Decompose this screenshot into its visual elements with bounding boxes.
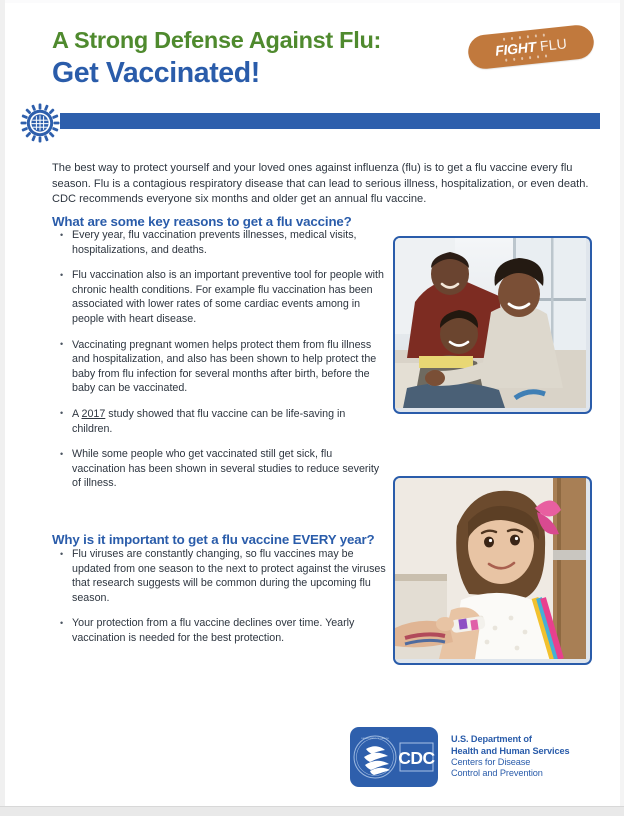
page-top-edge [0, 0, 624, 3]
bullet-text-after: study showed that flu vaccine can be life-saving in children. [72, 407, 346, 435]
bullet-text: Flu vaccination also is an important preventive tool for people with chronic health conditions. For example flu vaccination has been associated with lower rates of some cardiac events among in people with heart disease. [72, 269, 384, 325]
bullet-text: Vaccinating pregnant women helps protect them from flu illness and hospitalization, and also has been shown to help protect the baby from flu infection for several months after birth, before the baby can be vaccinated. [72, 338, 377, 395]
header-divider-bar [60, 113, 600, 129]
list-item [58, 228, 388, 257]
page-left-edge [0, 0, 5, 816]
fight-flu-badge [467, 24, 596, 71]
title-line-two: Get Vaccinated! [52, 57, 260, 89]
page-title [52, 26, 452, 90]
list-item [58, 547, 388, 605]
page-right-edge [620, 0, 624, 816]
footer-line-2: Health and Human Services [451, 745, 570, 756]
badge-fight-label: FIGHT [494, 38, 537, 59]
study-2017-link[interactable]: 2017 [81, 407, 106, 420]
photo-child [393, 476, 592, 665]
section-bullets-key-reasons [58, 228, 388, 491]
section-heading-every-year: Why is it important to get a flu vaccine EVERY year? [52, 532, 375, 548]
cdc-hhs-footer-logo [350, 727, 570, 787]
intro-paragraph: The best way to protect yourself and your loved ones against influenza (flu) is to get a flu vaccine every flu season. Flu is a contagious respiratory disease that can lead to serious illness, hospitalization, or even death. CDC recommends everyone six months and older get an annual flu vaccine. [52, 162, 589, 206]
list-item [58, 268, 388, 326]
title-line-one: A Strong Defense Against Flu: [52, 27, 382, 53]
cdc-virus-logo-icon [20, 103, 60, 143]
svg-text:DEPARTMENT OF HEALTH: DEPARTMENT OF HEALTH [361, 738, 389, 740]
list-item [58, 447, 388, 491]
badge-flu-label: FLU [539, 35, 568, 55]
bullet-text-before: A [72, 407, 82, 420]
logo-box [350, 727, 438, 787]
footer-line-3: Centers for Disease [451, 757, 531, 767]
list-item [58, 407, 388, 436]
bullet-text: While some people who get vaccinated still get sick, flu vaccination has been shown in several studies to reduce severity of illness. [72, 448, 380, 490]
svg-text:CDC: CDC [398, 748, 435, 768]
photo-family [393, 236, 592, 414]
viewer-bottom-bar [0, 806, 624, 816]
footer-line-4: Control and Prevention [451, 768, 543, 779]
bullet-text: Your protection from a flu vaccine declines over time. Yearly vaccination is needed for the best protection. [72, 617, 355, 644]
bullet-text: Every year, flu vaccination prevents illnesses, medical visits, hospitalizations, and deaths. [72, 229, 357, 256]
section-bullets-every-year [58, 547, 388, 646]
bullet-text: Flu viruses are constantly changing, so flu vaccines may be updated from one season to the next to protect against the viruses that research suggests will be common during the upcoming flu season. [72, 548, 386, 604]
list-item [58, 616, 388, 645]
footer-line-1: U.S. Department of [451, 734, 532, 745]
section-heading-key-reasons: What are some key reasons to get a flu vaccine? [52, 214, 352, 230]
list-item [58, 338, 388, 396]
footer-agency-text [451, 734, 570, 780]
